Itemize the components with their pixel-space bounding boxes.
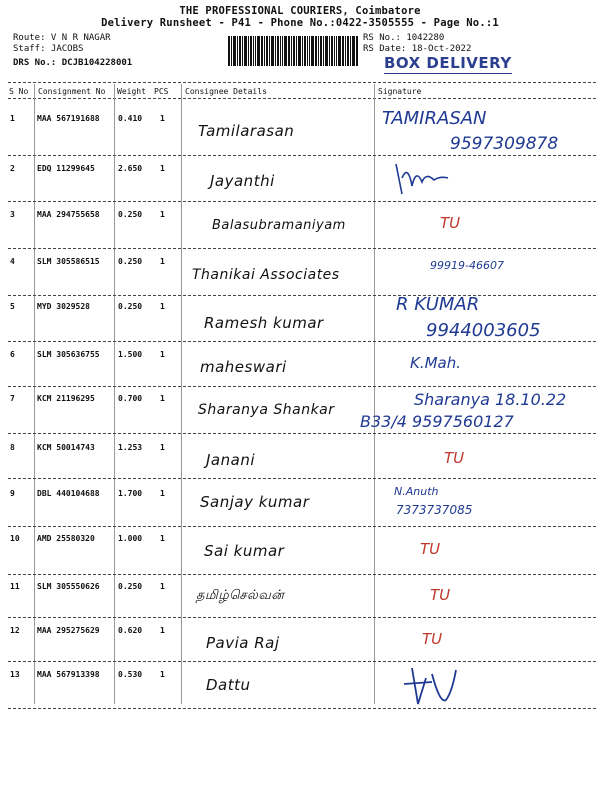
row-weight: 1.700 [118, 489, 143, 498]
row-consignment: SLM 305636755 [37, 350, 100, 359]
col-consignment: Consignment No [38, 87, 106, 96]
row-signature-phone: 9597309878 [450, 134, 559, 154]
row-divider [8, 386, 596, 387]
row-signature-phone: 7373737085 [396, 503, 473, 517]
route-label: Route: V N R NAGAR [13, 33, 111, 43]
rs-number: RS No.: 1042280 [363, 33, 445, 43]
table-row [0, 388, 600, 434]
row-signature-address: B33/4 9597560127 [360, 412, 514, 431]
row-weight: 1.500 [118, 350, 143, 359]
row-weight: 0.410 [118, 114, 143, 123]
table-row [0, 158, 600, 204]
row-pcs: 1 [160, 394, 165, 403]
header-rule-top [8, 82, 596, 83]
row-consignee: Dattu [206, 676, 251, 694]
row-consignee: Ramesh kumar [204, 314, 324, 332]
row-consignee: Sanjay kumar [200, 493, 310, 511]
table-row [0, 620, 600, 666]
row-sno: 5 [10, 302, 15, 311]
row-consignment: KCM 21196295 [37, 394, 95, 403]
row-signature-phone: 9944003605 [426, 320, 541, 341]
rs-date: RS Date: 18-Oct-2022 [363, 44, 472, 54]
header-rule-bottom [8, 98, 596, 99]
table-row [0, 108, 600, 154]
row-pcs: 1 [160, 257, 165, 266]
row-divider [8, 341, 596, 342]
row-consignment: MYD 3029528 [37, 302, 90, 311]
table-row [0, 437, 600, 483]
row-pcs: 1 [160, 443, 165, 452]
row-consignment: MAA 567913398 [37, 670, 100, 679]
row-divider [8, 574, 596, 575]
row-signature: TU [440, 214, 461, 232]
box-delivery-stamp: BOX DELIVERY [384, 54, 512, 72]
row-pcs: 1 [160, 114, 165, 123]
row-sno: 9 [10, 489, 15, 498]
row-divider [8, 248, 596, 249]
row-weight: 0.250 [118, 582, 143, 591]
row-pcs: 1 [160, 534, 165, 543]
row-sno: 13 [10, 670, 20, 679]
row-weight: 0.700 [118, 394, 143, 403]
row-pcs: 1 [160, 626, 165, 635]
row-divider [8, 617, 596, 618]
table-row [0, 528, 600, 574]
row-consignee: Sai kumar [204, 542, 285, 560]
row-sno: 2 [10, 164, 15, 173]
row-divider [8, 526, 596, 527]
barcode-image [228, 36, 358, 66]
row-divider [8, 661, 596, 662]
row-signature: TAMIRASAN [382, 108, 487, 129]
table-row [0, 204, 600, 250]
row-sno: 6 [10, 350, 15, 359]
row-signature: N.Anuth [394, 485, 439, 498]
row-pcs: 1 [160, 164, 165, 173]
row-pcs: 1 [160, 210, 165, 219]
row-consignee: Pavia Raj [206, 634, 280, 652]
row-weight: 0.250 [118, 302, 143, 311]
row-weight: 0.250 [118, 257, 143, 266]
row-weight: 1.000 [118, 534, 143, 543]
row-consignee: Sharanya Shankar [198, 402, 335, 418]
row-weight: 1.253 [118, 443, 143, 452]
row-weight: 0.250 [118, 210, 143, 219]
row-sno: 7 [10, 394, 15, 403]
row-consignee: Tamilarasan [198, 122, 295, 140]
row-pcs: 1 [160, 350, 165, 359]
staff-label: Staff: JACOBS [13, 44, 84, 54]
row-divider [8, 433, 596, 434]
row-pcs: 1 [160, 670, 165, 679]
col-weight: Weight [117, 87, 146, 96]
row-pcs: 1 [160, 489, 165, 498]
row-consignment: DBL 440104688 [37, 489, 100, 498]
row-sno: 8 [10, 443, 15, 452]
table-row [0, 296, 600, 342]
col-pcs: PCS [154, 87, 169, 96]
row-signature: TU [420, 540, 441, 558]
row-consignee: தமிழ்செல்வன் [196, 588, 285, 603]
signature-scribble [392, 158, 452, 198]
table-row [0, 251, 600, 297]
row-signature: TU [444, 449, 465, 467]
row-consignment: MAA 567191688 [37, 114, 100, 123]
row-divider [8, 201, 596, 202]
row-consignee: Balasubramaniyam [212, 218, 346, 233]
row-signature: Sharanya 18.10.22 [414, 390, 567, 409]
table-row [0, 483, 600, 529]
row-sno: 1 [10, 114, 15, 123]
row-signature: R KUMAR [396, 294, 480, 315]
row-consignee: Janani [206, 451, 255, 469]
row-weight: 0.530 [118, 670, 143, 679]
row-consignment: SLM 305550626 [37, 582, 100, 591]
row-divider [8, 708, 596, 709]
row-consignee: Jayanthi [210, 172, 275, 190]
row-sno: 12 [10, 626, 20, 635]
stamp-underline [384, 73, 512, 74]
row-sno: 10 [10, 534, 20, 543]
row-sno: 4 [10, 257, 15, 266]
drs-number: DRS No.: DCJB104228001 [13, 58, 133, 68]
row-weight: 0.620 [118, 626, 143, 635]
row-consignment: MAA 294755658 [37, 210, 100, 219]
col-signature: Signature [378, 87, 422, 96]
row-pcs: 1 [160, 302, 165, 311]
row-consignment: AMD 25580320 [37, 534, 95, 543]
row-consignment: KCM 50014743 [37, 443, 95, 452]
row-consignee: Thanikai Associates [192, 267, 340, 283]
table-row [0, 344, 600, 390]
signature-scribble [398, 664, 468, 708]
row-signature: 99919-46607 [430, 259, 504, 272]
row-signature: K.Mah. [410, 354, 462, 372]
row-signature: TU [430, 586, 451, 604]
row-pcs: 1 [160, 582, 165, 591]
row-divider [8, 478, 596, 479]
runsheet-subtitle: Delivery Runsheet - P41 - Phone No.:0422-3505555 - Page No.:1 [101, 17, 499, 29]
row-divider [8, 155, 596, 156]
col-consignee: Consignee Details [185, 87, 267, 96]
row-consignment: MAA 295275629 [37, 626, 100, 635]
row-sno: 11 [10, 582, 20, 591]
row-weight: 2.650 [118, 164, 143, 173]
row-consignment: SLM 305586515 [37, 257, 100, 266]
row-consignee: maheswari [200, 358, 287, 376]
row-signature: TU [422, 630, 443, 648]
table-row [0, 664, 600, 710]
row-sno: 3 [10, 210, 15, 219]
row-consignment: EDQ 11299645 [37, 164, 95, 173]
col-sno: S No [9, 87, 29, 96]
page-title: THE PROFESSIONAL COURIERS, Coimbatore [179, 5, 421, 17]
table-row [0, 576, 600, 622]
